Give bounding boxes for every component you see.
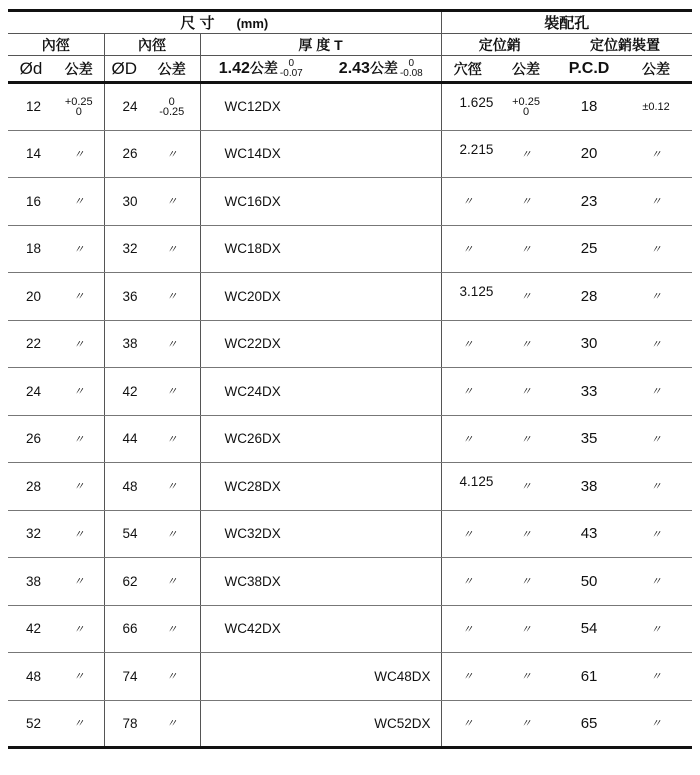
- inner-diameter-symbol: Ød: [8, 56, 54, 83]
- pcd-tolerance-ditto: 〃: [620, 605, 692, 653]
- inner-diameter-value: 18: [8, 225, 54, 273]
- outer-diameter-value: 78: [104, 700, 144, 748]
- hole-diameter-ditto: 〃: [441, 653, 494, 701]
- hole-tolerance-ditto: 〃: [494, 700, 558, 748]
- hole-tolerance-ditto: 〃: [494, 178, 558, 226]
- hole-diameter-value: 2.215: [441, 130, 494, 178]
- outer-diameter-value: 42: [104, 368, 144, 416]
- inner-diameter-value: 22: [8, 320, 54, 368]
- table-body: [8, 83, 692, 748]
- inner-diameter-tolerance-ditto: 〃: [54, 368, 104, 416]
- pcd-value: 35: [558, 415, 620, 463]
- hole-tolerance-ditto: 〃: [494, 130, 558, 178]
- inner-diameter-tolerance-ditto: 〃: [54, 558, 104, 606]
- pcd-tolerance-ditto: 〃: [620, 320, 692, 368]
- table-row: [8, 415, 692, 463]
- outer-diameter-value: 24: [104, 83, 144, 131]
- outer-diameter-tolerance-ditto: 〃: [144, 415, 200, 463]
- pcd-value: 25: [558, 225, 620, 273]
- table-row: [8, 273, 692, 321]
- outer-diameter-tolerance-heading: 公差: [144, 56, 200, 83]
- hole-tolerance-upper: +0.25: [512, 95, 540, 108]
- model-number: WC28DX: [200, 463, 321, 511]
- inner-diameter-value: 24: [8, 368, 54, 416]
- outer-diameter-tolerance-ditto: 〃: [144, 178, 200, 226]
- model-number: WC20DX: [200, 273, 321, 321]
- model-number: WC42DX: [200, 605, 321, 653]
- outer-diameter-value: 66: [104, 605, 144, 653]
- thickness-2-empty: [321, 130, 441, 178]
- inner-diameter-tolerance-ditto: 〃: [54, 225, 104, 273]
- pcd-value: 28: [558, 273, 620, 321]
- dimension-unit: (mm): [236, 16, 269, 31]
- model-number: WC12DX: [200, 83, 321, 131]
- hole-tolerance-ditto: 〃: [494, 225, 558, 273]
- thickness-2-empty: [321, 463, 441, 511]
- model-number: WC26DX: [200, 415, 321, 463]
- pcd-value: 43: [558, 510, 620, 558]
- inner-diameter-value: 48: [8, 653, 54, 701]
- inner-diameter-tolerance-heading: 公差: [54, 56, 104, 83]
- table-row: [8, 653, 692, 701]
- inner-diameter-tolerance: [54, 83, 104, 131]
- inner-diameter-tolerance-ditto: 〃: [54, 130, 104, 178]
- hole-tolerance-ditto: 〃: [494, 463, 558, 511]
- inner-diameter-tolerance-ditto: 〃: [54, 510, 104, 558]
- outer-diameter-tolerance-ditto: 〃: [144, 700, 200, 748]
- outer-diameter-tolerance-ditto: 〃: [144, 605, 200, 653]
- pcd-tolerance-ditto: 〃: [620, 368, 692, 416]
- outer-diameter-value: 74: [104, 653, 144, 701]
- hole-tolerance-ditto: 〃: [494, 558, 558, 606]
- inner-diameter-tolerance-upper: +0.25: [64, 95, 93, 108]
- outer-diameter-value: 36: [104, 273, 144, 321]
- outer-diameter-tolerance-ditto: 〃: [144, 225, 200, 273]
- pcd-value: 30: [558, 320, 620, 368]
- outer-diameter-tolerance-ditto: 〃: [144, 510, 200, 558]
- table-row: [8, 510, 692, 558]
- hole-tolerance-ditto: 〃: [494, 510, 558, 558]
- pcd-tolerance-ditto: 〃: [620, 273, 692, 321]
- hole-diameter-ditto: 〃: [441, 320, 494, 368]
- pcd-value: 23: [558, 178, 620, 226]
- pcd-tolerance-ditto: 〃: [620, 415, 692, 463]
- hole-diameter-value: 3.125: [441, 273, 494, 321]
- table-row: [8, 130, 692, 178]
- hole-tolerance-ditto: 〃: [494, 273, 558, 321]
- outer-diameter-tolerance-ditto: 〃: [144, 463, 200, 511]
- thickness-heading: 厚 度 T: [200, 34, 441, 56]
- thickness-2-empty: [321, 225, 441, 273]
- outer-diameter-value: 30: [104, 178, 144, 226]
- model-number: WC48DX: [321, 653, 441, 701]
- model-number: WC32DX: [200, 510, 321, 558]
- inner-diameter-value: 52: [8, 700, 54, 748]
- hole-tolerance: [494, 83, 558, 131]
- outer-diameter-tolerance-lower: -0.25: [159, 105, 185, 118]
- outer-diameter-value: 32: [104, 225, 144, 273]
- pcd-heading: P.C.D: [558, 56, 620, 83]
- outer-diameter-tolerance-ditto: 〃: [144, 320, 200, 368]
- outer-diameter-value: 26: [104, 130, 144, 178]
- hole-diameter-ditto: 〃: [441, 415, 494, 463]
- pcd-tolerance-ditto: 〃: [620, 130, 692, 178]
- dowel-pin-heading: 定位銷: [441, 34, 558, 56]
- outer-diameter-tolerance: [144, 83, 200, 131]
- thickness-2-heading: 2.43公差 0 -0.08: [321, 56, 441, 83]
- inner-diameter-value: 16: [8, 178, 54, 226]
- dimension-table: [8, 9, 692, 749]
- thickness-2-empty: [321, 558, 441, 606]
- pcd-value: 50: [558, 558, 620, 606]
- hole-diameter-ditto: 〃: [441, 605, 494, 653]
- model-number: WC18DX: [200, 225, 321, 273]
- table-row: [8, 605, 692, 653]
- table-row: [8, 368, 692, 416]
- outer-diameter-tolerance-upper: 0: [168, 95, 175, 108]
- inner-diameter-value: 32: [8, 510, 54, 558]
- outer-diameter-symbol: ØD: [104, 56, 144, 83]
- hole-diameter-heading: 穴徑: [441, 56, 494, 83]
- hole-diameter-ditto: 〃: [441, 510, 494, 558]
- pcd-value: 38: [558, 463, 620, 511]
- inner-diameter-value: 38: [8, 558, 54, 606]
- dimension-title: 尺 寸 (mm): [8, 11, 441, 34]
- pcd-tolerance-heading: 公差: [620, 56, 692, 83]
- thickness-2-empty: [321, 415, 441, 463]
- model-number: WC38DX: [200, 558, 321, 606]
- thickness-2-empty: [321, 273, 441, 321]
- outer-diameter-tolerance-ditto: 〃: [144, 368, 200, 416]
- inner-diameter-value: 14: [8, 130, 54, 178]
- table-row: [8, 463, 692, 511]
- hole-diameter-value: 4.125: [441, 463, 494, 511]
- model-number: WC24DX: [200, 368, 321, 416]
- hole-diameter-ditto: 〃: [441, 368, 494, 416]
- hole-tolerance-ditto: 〃: [494, 368, 558, 416]
- model-number: WC16DX: [200, 178, 321, 226]
- outer-diameter-value: 38: [104, 320, 144, 368]
- pcd-tolerance-ditto: 〃: [620, 700, 692, 748]
- inner-diameter-tolerance-ditto: 〃: [54, 178, 104, 226]
- model-number: WC22DX: [200, 320, 321, 368]
- thickness-2-empty: [321, 320, 441, 368]
- pcd-value: 18: [558, 83, 620, 131]
- hole-tolerance-heading: 公差: [494, 56, 558, 83]
- pcd-tolerance-ditto: 〃: [620, 178, 692, 226]
- outer-diameter-value: 62: [104, 558, 144, 606]
- pcd-value: 33: [558, 368, 620, 416]
- hole-tolerance-ditto: 〃: [494, 320, 558, 368]
- pcd-tolerance-ditto: 〃: [620, 653, 692, 701]
- outer-diameter-value: 44: [104, 415, 144, 463]
- inner-diameter-tolerance-lower: 0: [75, 105, 82, 118]
- pcd-tolerance: ±0.12: [620, 83, 692, 131]
- table-row: [8, 225, 692, 273]
- model-number: WC52DX: [321, 700, 441, 748]
- hole-tolerance-ditto: 〃: [494, 653, 558, 701]
- hole-diameter-ditto: 〃: [441, 700, 494, 748]
- hole-diameter-ditto: 〃: [441, 178, 494, 226]
- mounting-hole-title: 裝配孔: [441, 11, 692, 34]
- thickness-1-empty: [200, 700, 321, 748]
- inner-diameter-tolerance-ditto: 〃: [54, 605, 104, 653]
- thickness-2-empty: [321, 83, 441, 131]
- pcd-tolerance-ditto: 〃: [620, 558, 692, 606]
- pcd-value: 65: [558, 700, 620, 748]
- inner-diameter-tolerance-ditto: 〃: [54, 273, 104, 321]
- pcd-value: 61: [558, 653, 620, 701]
- inner-diameter-heading: 內徑: [8, 34, 104, 56]
- outer-diameter-value: 54: [104, 510, 144, 558]
- pcd-value: 20: [558, 130, 620, 178]
- thickness-2-empty: [321, 178, 441, 226]
- inner-diameter-tolerance-ditto: 〃: [54, 653, 104, 701]
- model-number: WC14DX: [200, 130, 321, 178]
- pcd-tolerance-ditto: 〃: [620, 463, 692, 511]
- inner-diameter-value: 20: [8, 273, 54, 321]
- thickness-2-empty: [321, 605, 441, 653]
- hole-diameter-ditto: 〃: [441, 558, 494, 606]
- inner-diameter-tolerance-ditto: 〃: [54, 700, 104, 748]
- inner-diameter-value: 28: [8, 463, 54, 511]
- outer-diameter-tolerance-ditto: 〃: [144, 653, 200, 701]
- dowel-pin-device-heading: 定位銷裝置: [558, 34, 692, 56]
- pcd-tolerance-ditto: 〃: [620, 225, 692, 273]
- table-row: [8, 320, 692, 368]
- outer-diameter-tolerance-ditto: 〃: [144, 273, 200, 321]
- outer-diameter-heading: 內徑: [104, 34, 200, 56]
- table-row: [8, 700, 692, 748]
- inner-diameter-tolerance-ditto: 〃: [54, 415, 104, 463]
- inner-diameter-value: 26: [8, 415, 54, 463]
- inner-diameter-value: 42: [8, 605, 54, 653]
- thickness-1-empty: [200, 653, 321, 701]
- hole-diameter-ditto: 〃: [441, 225, 494, 273]
- pcd-tolerance-ditto: 〃: [620, 510, 692, 558]
- hole-diameter-value: 1.625: [441, 83, 494, 131]
- inner-diameter-tolerance-ditto: 〃: [54, 320, 104, 368]
- outer-diameter-tolerance-ditto: 〃: [144, 558, 200, 606]
- inner-diameter-tolerance-ditto: 〃: [54, 463, 104, 511]
- thickness-2-empty: [321, 368, 441, 416]
- thickness-1-heading: 1.42公差 0 -0.07: [200, 56, 321, 83]
- hole-tolerance-lower: 0: [522, 105, 530, 118]
- table-row: [8, 558, 692, 606]
- inner-diameter-value: 12: [8, 83, 54, 131]
- table-row: [8, 83, 692, 131]
- outer-diameter-tolerance-ditto: 〃: [144, 130, 200, 178]
- outer-diameter-value: 48: [104, 463, 144, 511]
- hole-tolerance-ditto: 〃: [494, 605, 558, 653]
- hole-tolerance-ditto: 〃: [494, 415, 558, 463]
- thickness-2-empty: [321, 510, 441, 558]
- table-row: [8, 178, 692, 226]
- pcd-value: 54: [558, 605, 620, 653]
